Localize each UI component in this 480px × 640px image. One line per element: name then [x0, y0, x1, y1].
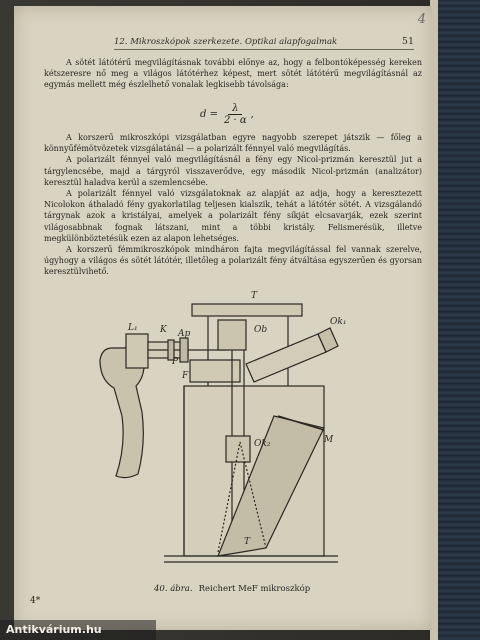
figure-label-M: M [324, 435, 334, 445]
paragraph-3: A polarizált fénnyel való megvilágításnál a fény egy Nicol-prizmán keresztül jut a tárgylencsébe, majd a tárgyról visszaverődve, egy második Nicol-prizmán (analizátor) keresztül haladva kerül a szemlencsébe. [44, 155, 422, 187]
figure-label-Ok2: Ok₂ [254, 439, 271, 449]
book-spine [436, 0, 480, 640]
microscope-figure [68, 286, 368, 574]
figure-label-T-bottom: T [244, 537, 251, 547]
formula-trailing: , [250, 109, 254, 120]
figure-label-F: F [182, 371, 189, 381]
paragraph-1: A sötét látótérű megvilágításnak további előnye az, hogy a felbontóképesség kereken kétszeresre nő meg a világos látótérhez képest, mert sötét látótérű megvilágításnál az egymás mellett még észlelhető vonalak legkisebb távolsága: [44, 58, 422, 90]
formula-fraction [224, 103, 247, 126]
figure-label-Ok1: Ok₁ [330, 317, 347, 327]
formula-numerator: λ [228, 103, 242, 115]
watermark: Antikvárium.hu [0, 620, 156, 640]
corner-mark: 4 [417, 12, 426, 27]
figure-label-P: P [172, 357, 179, 367]
formula [200, 103, 254, 126]
paragraph-4: A polarizált fénnyel való vizsgálatoknak az alapját az adja, hogy a keresztezett Nicolokon áthaladó fény gyakorlatilag teljesen kialszik, tehát a látótér sötét. A vizsgálandó tárgynak azok a kristályai, amelyek a polarizált fény síkját elcsavarják, ezek szerint világosabbnak fognak látszani, mint a többi kristály. Felismerésük, illetve megkülönböztetésük ezen az alapon lehetséges. [44, 189, 422, 243]
formula-denominator: 2 · α [223, 115, 247, 126]
paragraph-1-block [44, 57, 422, 91]
figure-caption-number: 40. ábra. [154, 584, 193, 594]
figure-caption-text: Reichert MeF mikroszkóp [198, 584, 311, 594]
paragraph-2: A korszerű mikroszkópi vizsgálatban egyre nagyobb szerepet játszik — főleg a könnyűfémötvözetek vizsgálatánál — a polarizált fénnyel való megvilágítás. [44, 133, 422, 154]
figure-label-Ap: Ap [178, 329, 191, 339]
figure-label-L1: L₁ [128, 323, 138, 333]
book-page [14, 6, 432, 630]
paragraph-5: A korszerű fémmikroszkópok mindháron fajta megvilágítással fel vannak szerelve, úgyhogy a világos és sötét látótér, illetőleg a polarizált fény átváltása egyszerűen és gyorsan keresztülvihető. [44, 245, 422, 277]
formula-lhs: d = [200, 109, 218, 120]
page-number: 51 [401, 36, 414, 47]
figure-label-K: K [160, 325, 167, 335]
signature-mark: 4* [30, 596, 41, 606]
running-title: 12. Mikroszkópok szerkezete. Optikai alapfogalmak [114, 37, 338, 47]
figure-label-T-top: T [251, 291, 258, 301]
running-header [114, 36, 414, 50]
paragraph-block-2 [44, 132, 422, 278]
figure-label-Ob: Ob [254, 325, 268, 335]
figure-caption [154, 584, 310, 594]
